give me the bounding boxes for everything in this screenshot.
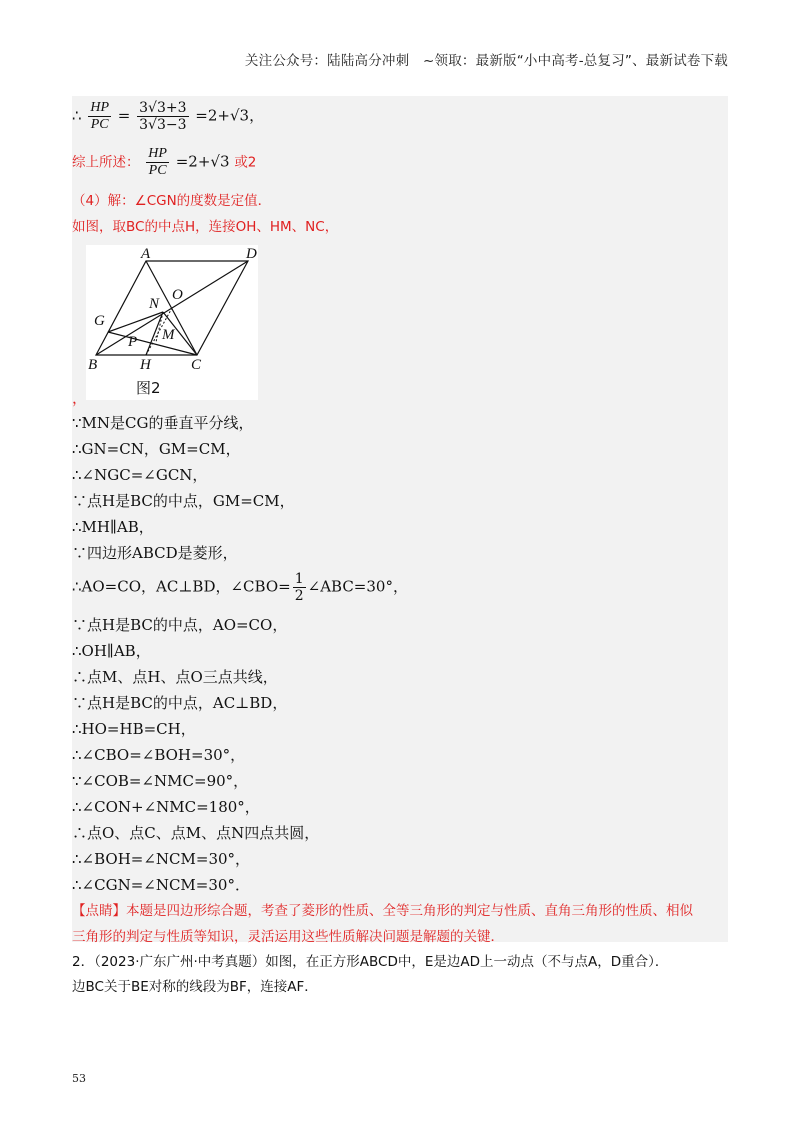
next-problem-line-2: 边BC关于BE对称的线段为BF，连接AF．	[72, 979, 318, 995]
label-m: M	[162, 327, 175, 343]
comment-line-1: 【点睛】本题是四边形综合题，考查了菱形的性质、全等三角形的判定与性质、直角三角形的性质、相似	[72, 903, 693, 919]
fraction-one-half: $\frac{1}{2}$	[294, 571, 304, 604]
therefore-symbol: ∴	[72, 106, 82, 125]
label-c: C	[191, 357, 202, 373]
label-d: D	[246, 246, 257, 262]
summary-label: 综上所述：	[72, 154, 140, 171]
fraction-hp-pc-2: $\frac{HP}{PC}$	[148, 146, 167, 178]
solution-line-4: 如图，取BC的中点H，连接OH、HM、NC，	[72, 219, 339, 235]
segment-gn	[108, 312, 163, 332]
page-number: 53	[72, 1072, 86, 1085]
fraction-hp-pc: $\frac{HP}{PC}$	[90, 100, 109, 132]
label-p: P	[128, 334, 138, 350]
proof-step-17: ∴∠BOH=∠NCM=30°，	[72, 850, 251, 868]
proof-step-14: ∵∠COB=∠NMC=90°，	[72, 772, 249, 790]
label-h: H	[140, 357, 151, 373]
proof-step-18: ∴∠CGN=∠NCM=30°．	[72, 876, 250, 894]
proof-step-1: ∵MN是CG的垂直平分线，	[72, 414, 254, 432]
comment-line-2: 三角形的判定与性质等知识，灵活运用这些性质解决问题是解题的关键．	[72, 929, 504, 945]
proof-step-11: ∵点H是BC的中点，AC⊥BD，	[72, 694, 288, 712]
equals-sign: =	[117, 106, 131, 125]
page-header: 关注公众号：陆陆高分冲刺 ~领取：最新版“小中高考-总复习”、最新试卷下载	[244, 53, 728, 69]
proof-step-6: ∵四边形ABCD是菱形，	[72, 544, 238, 562]
label-n: N	[149, 296, 160, 312]
proof-step-5: ∴MH∥AB，	[72, 518, 154, 536]
label-g: G	[94, 313, 105, 329]
fraction-sqrt: $\frac{3√3+3}{3√3-3}$	[139, 100, 187, 133]
solution-line-2	[72, 146, 256, 179]
proof-step-13: ∴∠CBO=∠BOH=30°，	[72, 746, 246, 764]
proof-step-12: ∴HO=HB=CH，	[72, 720, 196, 738]
solution-line-1	[72, 100, 264, 133]
figure-caption: 图2	[136, 379, 161, 397]
label-a: A	[141, 246, 151, 262]
summary-or: 或2	[234, 154, 257, 171]
next-problem-line-1: 2．（2023·广东广州·中考真题）如图，在正方形ABCD中，E是边AD上一动点（不与点A，D重合）．	[72, 954, 669, 970]
proof-step-7: ∴AO=CO，AC⊥BD，∠CBO= $\frac{1}{2}$ ∠ABC=30°，	[72, 571, 408, 604]
rhombus-diagram	[86, 245, 258, 400]
proof-step-2: ∴GN=CN，GM=CM，	[72, 440, 241, 458]
proof-step-10: ∴点M、点H、点O三点共线，	[72, 668, 278, 686]
proof-step-16: ∴点O、点C、点M、点N四点共圆，	[72, 824, 320, 842]
figure-trailing-comma: ，	[72, 389, 88, 407]
proof-step-4: ∵点H是BC的中点，GM=CM，	[72, 492, 295, 510]
label-b: B	[88, 357, 98, 373]
label-o: O	[172, 287, 183, 303]
summary-result: =2+√3	[175, 152, 230, 171]
proof-step-8: ∵点H是BC的中点，AO=CO，	[72, 616, 288, 634]
result-text: =2+√3，	[195, 106, 265, 125]
proof-step-15: ∴∠CON+∠NMC=180°，	[72, 798, 260, 816]
proof-step-3: ∴∠NGC=∠GCN，	[72, 466, 208, 484]
proof-step-9: ∴OH∥AB，	[72, 642, 151, 660]
solution-line-3: （4）解：∠CGN的度数是定值．	[72, 193, 272, 209]
rhombus-figure	[86, 245, 258, 400]
